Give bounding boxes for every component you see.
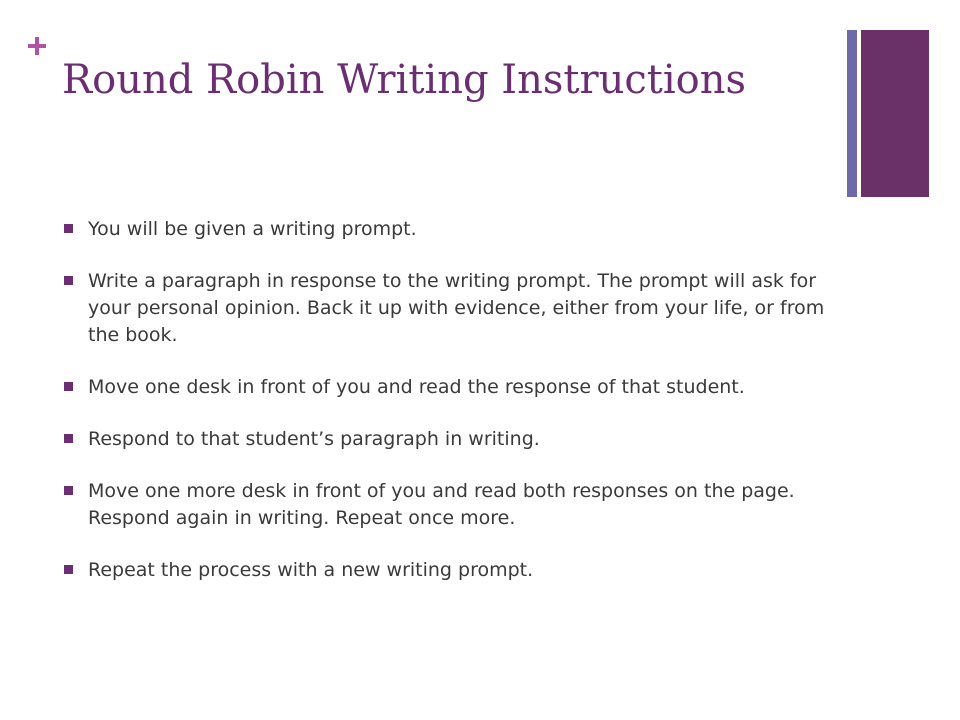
slide-title: Round Robin Writing Instructions [62, 57, 746, 103]
bullet-text: Repeat the process with a new writing prompt. [88, 559, 534, 581]
bullet-list [64, 216, 834, 609]
plus-icon [27, 36, 47, 56]
list-item [64, 478, 834, 532]
bullet-square-icon [64, 276, 73, 285]
list-item [64, 268, 834, 349]
bullet-text: Respond to that student’s paragraph in writing. [88, 428, 540, 450]
bullet-square-icon [64, 382, 73, 391]
bullet-text: Move one desk in front of you and read the response of that student. [88, 376, 745, 398]
list-item [64, 557, 834, 584]
bullet-square-icon [64, 224, 73, 233]
bullet-text: You will be given a writing prompt. [88, 218, 417, 240]
list-item [64, 216, 834, 243]
decorative-bar-thin [847, 30, 857, 197]
bullet-square-icon [64, 434, 73, 443]
list-item [64, 374, 834, 401]
list-item [64, 426, 834, 453]
decorative-bar-thick [861, 30, 929, 197]
bullet-text: Write a paragraph in response to the writing prompt. The prompt will ask for your personal opinion. Back it up with evidence, either from your life, or from the book. [88, 270, 825, 346]
bullet-square-icon [64, 565, 73, 574]
bullet-text: Move one more desk in front of you and read both responses on the page. Respond again in writing. Repeat once more. [88, 480, 795, 529]
bullet-square-icon [64, 486, 73, 495]
